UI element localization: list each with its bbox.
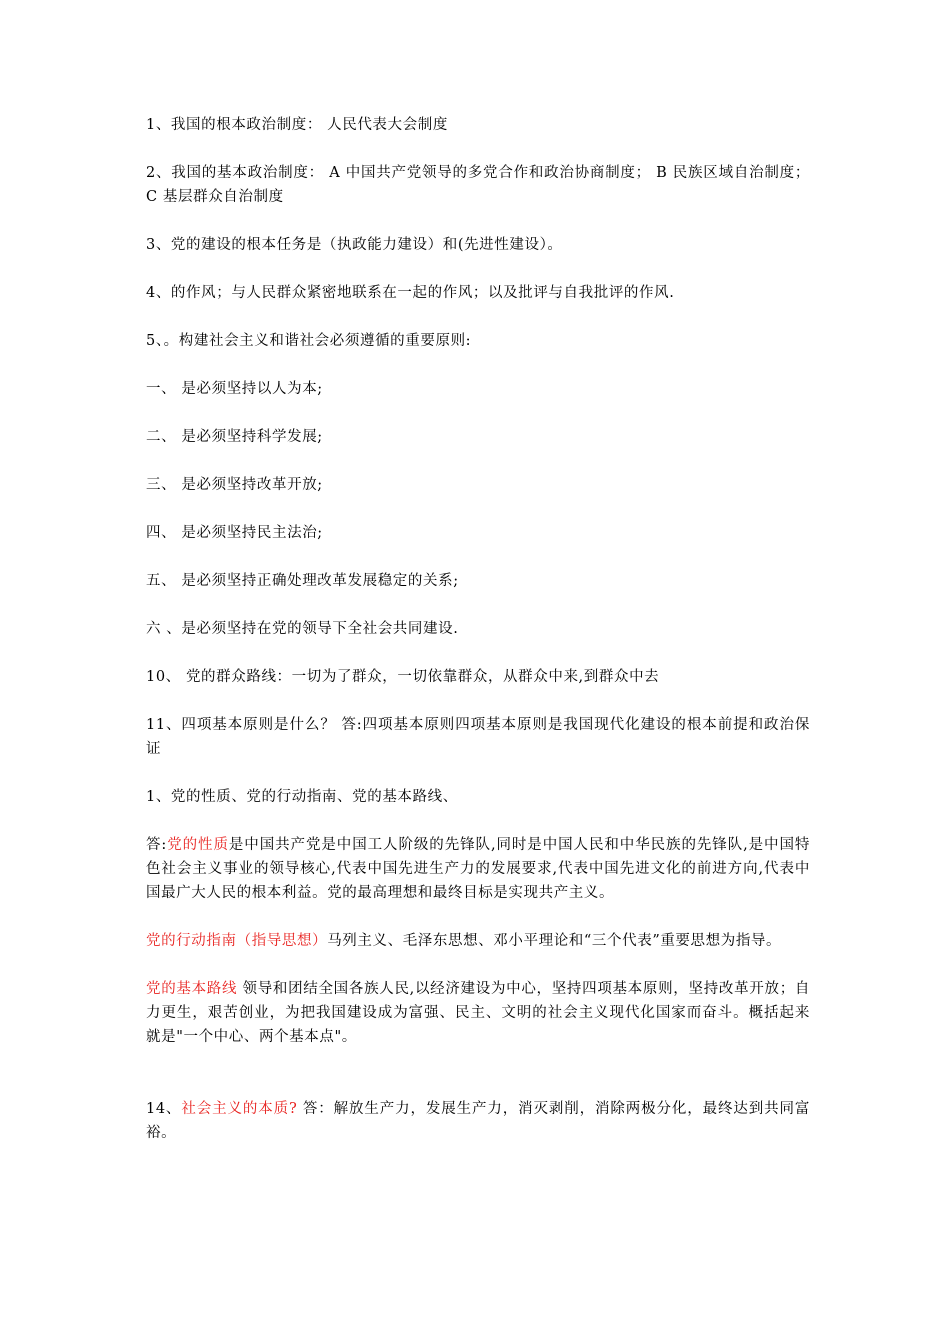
party-line-body: 领导和团结全国各族人民,以经济建设为中心，坚持四项基本原则，坚持改革开放；自力更生，艰苦创业，为把我国建设成为富强、民主、文明的社会主义现代化国家而奋斗。概括起来就是"一个中心、两个基本点"。 xyxy=(146,981,810,1045)
party-line-paragraph xyxy=(146,977,810,1049)
paragraph-2: 2、我国的基本政治制度： A 中国共产党领导的多党合作和政治协商制度； B 民族区域自治制度； C 基层群众自治制度 xyxy=(146,165,810,205)
party-guide-body: 马列主义、毛泽东思想、邓小平理论和“三个代表”重要思想为指导。 xyxy=(327,933,782,949)
party-guide-heading: 党的行动指南（指导思想） xyxy=(146,933,328,949)
essence-heading: 社会主义的本质? xyxy=(181,1101,298,1117)
paragraph-1: 1、我国的根本政治制度： 人民代表大会制度 xyxy=(146,117,448,133)
party-line-heading: 党的基本路线 xyxy=(146,981,238,997)
answer-prefix: 答: xyxy=(146,837,167,853)
party-nature-heading: 党的性质 xyxy=(166,837,229,853)
paragraph-3: 3、党的建设的根本任务是（执政能力建设）和(先进性建设）。 xyxy=(146,237,563,253)
document-body xyxy=(146,113,810,1169)
principle-5: 五、 是必须坚持正确处理改革发展稳定的关系; xyxy=(146,573,459,589)
paragraph-4: 4、的作风；与人民群众紧密地联系在一起的作风；以及批评与自我批评的作风. xyxy=(146,285,675,301)
socialism-essence-paragraph xyxy=(146,1097,810,1145)
party-nature-body: 是中国共产党是中国工人阶级的先锋队,同时是中国人民和中华民族的先锋队,是中国特色社会主义事业的领导核心,代表中国先进生产力的发展要求,代表中国先进文化的前进方向,代表中国最广大人民的根本利益。党的最高理想和最终目标是实现共产主义。 xyxy=(146,837,810,901)
principle-2: 二、 是必须坚持科学发展; xyxy=(146,429,323,445)
essence-number: 14、 xyxy=(146,1101,182,1117)
principle-1: 一、 是必须坚持以人为本; xyxy=(146,381,323,397)
paragraph-party-topics: 1、党的性质、党的行动指南、党的基本路线、 xyxy=(146,789,458,805)
paragraph-5: 5、。构建社会主义和谐社会必须遵循的重要原则: xyxy=(146,333,472,349)
paragraph-11: 11、四项基本原则是什么？ 答:四项基本原则四项基本原则是我国现代化建设的根本前提和政治保证 xyxy=(146,717,810,757)
principle-6: 六 、是必须坚持在党的领导下全社会共同建设. xyxy=(146,621,459,637)
party-nature-paragraph xyxy=(146,833,810,905)
party-guide-paragraph xyxy=(146,929,810,953)
principle-3: 三、 是必须坚持改革开放; xyxy=(146,477,323,493)
paragraph-10: 10、 党的群众路线：一切为了群众，一切依靠群众，从群众中来,到群众中去 xyxy=(146,669,660,685)
essence-body: 答：解放生产力，发展生产力，消灭剥削，消除两极分化，最终达到共同富裕。 xyxy=(146,1101,810,1141)
principle-4: 四、 是必须坚持民主法治; xyxy=(146,525,323,541)
